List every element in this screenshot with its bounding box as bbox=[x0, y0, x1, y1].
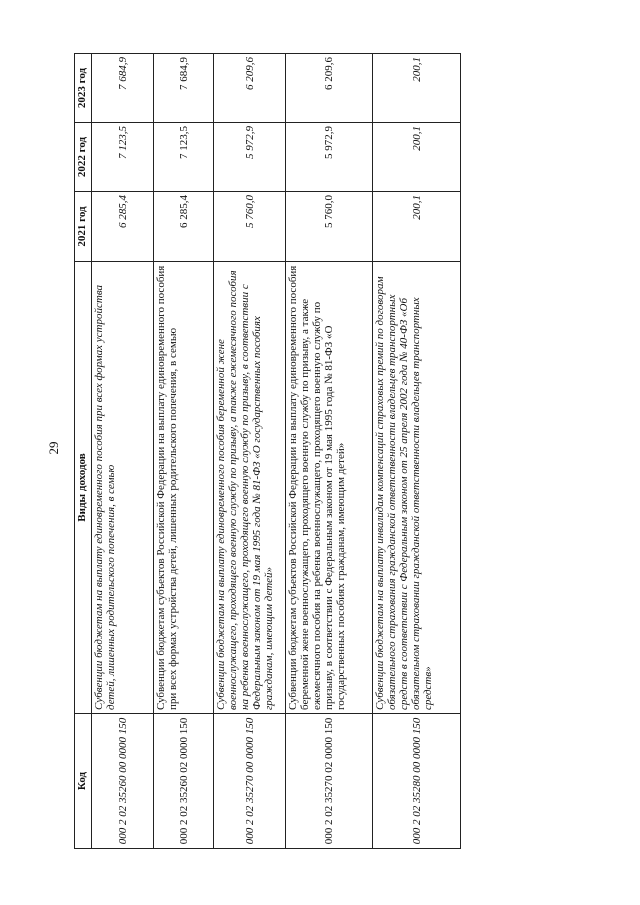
header-2021: 2021 год bbox=[75, 192, 92, 262]
cell-2023: 6 209,6 bbox=[286, 54, 373, 123]
cell-description: Субвенции бюджетам на выплату единовременного пособия беременной жене военнослужащего, проходящего военную службу по призыву, а также ежемесячного пособия на ребенка военнослужащего, проходящего военную службу по призыву, в соответствии с Федеральным законом от 19 мая 1995 года № 81-ФЗ «О государственных пособиях гражданам, имеющим детей» bbox=[214, 262, 286, 714]
income-table bbox=[74, 53, 461, 849]
cell-code: 000 2 02 35270 02 0000 150 bbox=[286, 714, 373, 849]
page-number: 29 bbox=[46, 441, 61, 455]
cell-2021: 5 760,0 bbox=[286, 192, 373, 262]
header-code: Код bbox=[75, 714, 92, 849]
table-row bbox=[214, 54, 286, 849]
cell-2023: 7 684,9 bbox=[92, 54, 154, 123]
cell-code: 000 2 02 35260 00 0000 150 bbox=[92, 714, 154, 849]
cell-2021: 5 760,0 bbox=[214, 192, 286, 262]
header-income-type: Виды доходов bbox=[75, 262, 92, 714]
header-2022: 2022 год bbox=[75, 123, 92, 192]
table-row bbox=[373, 54, 461, 849]
table-row bbox=[286, 54, 373, 849]
cell-code: 000 2 02 35280 00 0000 150 bbox=[373, 714, 461, 849]
cell-description: Субвенции бюджетам субъектов Российской Федерации на выплату единовременного пособия при всех формах устройства детей, лишенных родительского попечения, в семью bbox=[154, 262, 214, 714]
table-row bbox=[92, 54, 154, 849]
table-row bbox=[154, 54, 214, 849]
cell-2022: 200,1 bbox=[373, 123, 461, 192]
cell-description: Субвенции бюджетам субъектов Российской Федерации на выплату единовременного пособия беременной жене военнослужащего, проходящего военную службу по призыву, а также ежемесячного пособия на ребенка военнослужащего, проходящего военную службу по призыву, в соответствии с Федеральным законом от 19 мая 1995 года № 81-ФЗ «О государственных пособиях гражданам, имеющим детей» bbox=[286, 262, 373, 714]
cell-2022: 7 123,5 bbox=[92, 123, 154, 192]
header-2023: 2023 год bbox=[75, 54, 92, 123]
cell-2023: 7 684,9 bbox=[154, 54, 214, 123]
table-header-row bbox=[75, 54, 92, 849]
cell-description: Субвенции бюджетам на выплату инвалидам компенсаций страховых премий по договорам обязательного страхования гражданской ответственности владельцев транспортных средств в соответствии с Федеральным законом от 25 апреля 2002 года № 40-ФЗ «Об обязательном страховании гражданской ответственности владельцев транспортных средств» bbox=[373, 262, 461, 714]
cell-2023: 200,1 bbox=[373, 54, 461, 123]
cell-2021: 6 285,4 bbox=[154, 192, 214, 262]
rotated-table-container bbox=[74, 54, 494, 849]
cell-2021: 200,1 bbox=[373, 192, 461, 262]
cell-2022: 5 972,9 bbox=[214, 123, 286, 192]
cell-code: 000 2 02 35260 02 0000 150 bbox=[154, 714, 214, 849]
cell-description: Субвенции бюджетам на выплату единовременного пособия при всех формах устройства детей, лишенных родительского попечения, в семью bbox=[92, 262, 154, 714]
cell-2023: 6 209,6 bbox=[214, 54, 286, 123]
cell-code: 000 2 02 35270 00 0000 150 bbox=[214, 714, 286, 849]
cell-2022: 5 972,9 bbox=[286, 123, 373, 192]
cell-2022: 7 123,5 bbox=[154, 123, 214, 192]
cell-2021: 6 285,4 bbox=[92, 192, 154, 262]
